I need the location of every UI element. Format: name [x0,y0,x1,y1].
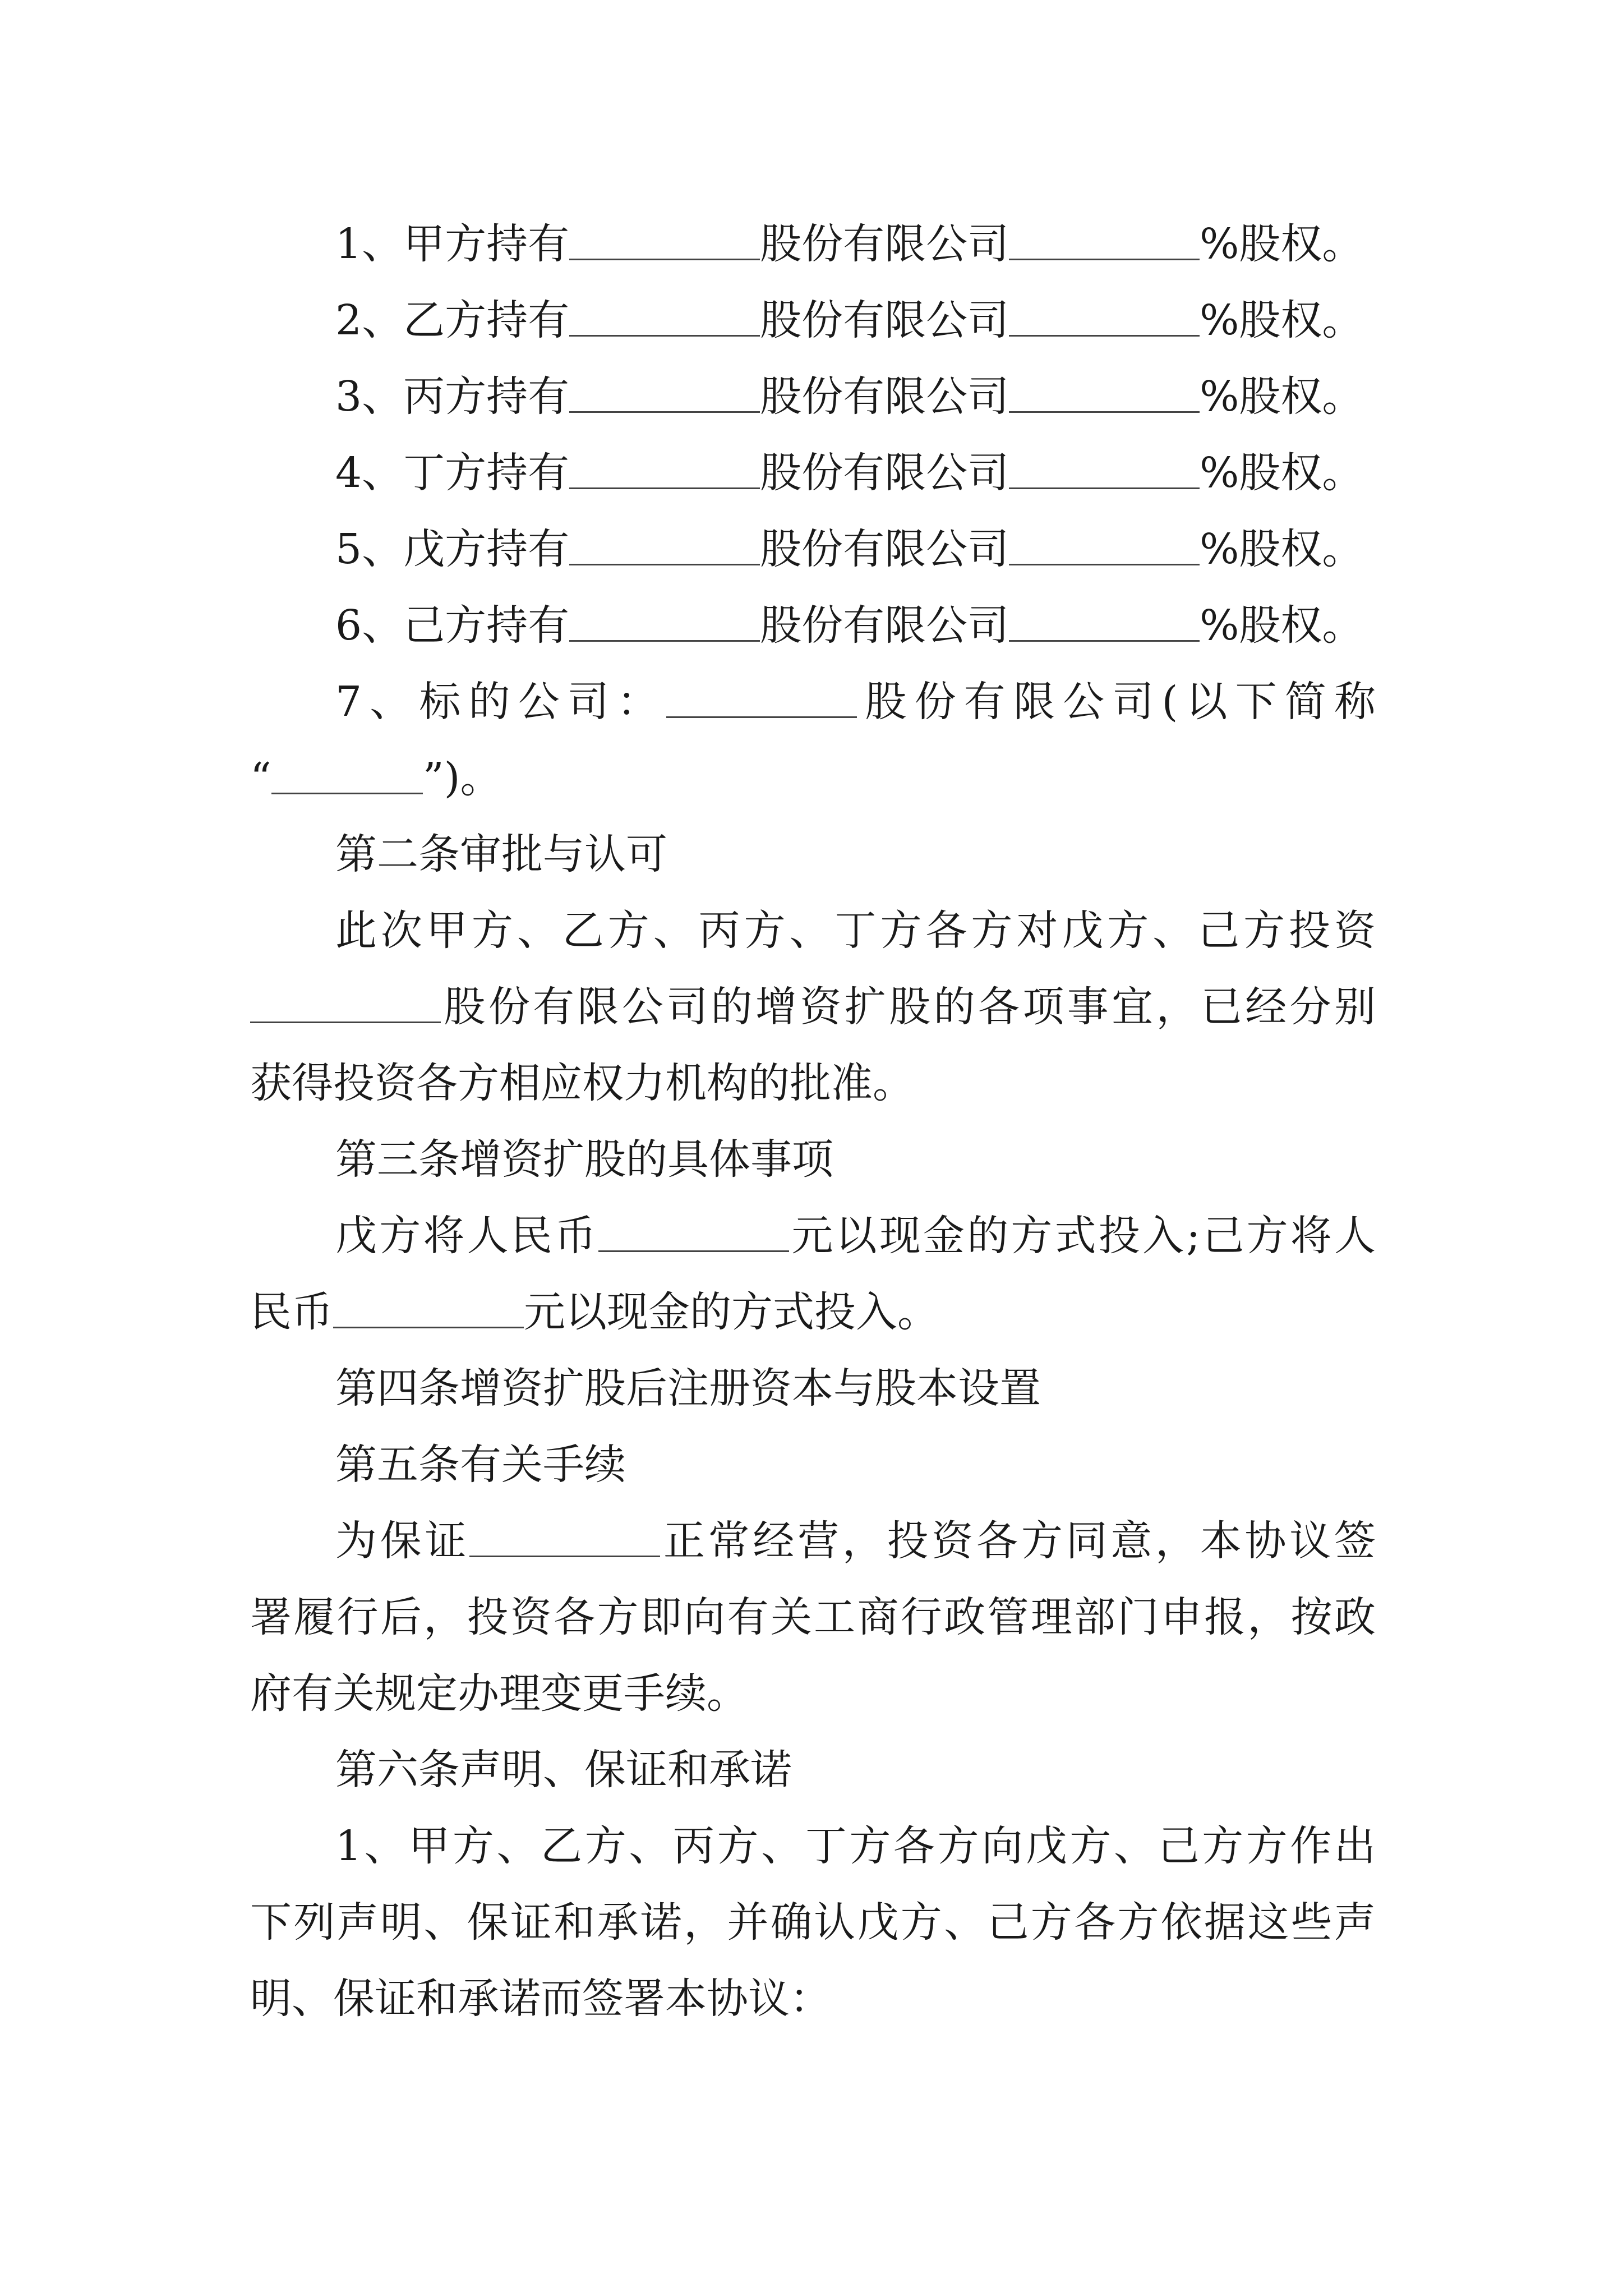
blank-field[interactable] [1009,406,1200,413]
paragraph-line: 此次甲方、乙方、丙方、丁方各方对戊方、己方投资 [335,907,1376,955]
item-percent: %股权。 [1200,525,1364,573]
item-party: 乙方持有 [403,296,570,344]
paragraph-line: 府有关规定办理变更手续。 [250,1669,748,1718]
item-percent: %股权。 [1200,449,1364,497]
list-item-continued [250,747,502,809]
item-company: 股份有限公司 [760,296,1009,344]
blank-field[interactable] [569,558,760,565]
item-company: 股份有限公司 [760,449,1009,497]
item-percent: %股权。 [1200,372,1364,421]
list-item [335,366,1363,427]
item-party: 戊方持有 [403,525,570,573]
blank-field[interactable] [598,1245,789,1252]
item-percent: %股权。 [1200,601,1364,650]
item-party: 甲方持有 [403,220,570,268]
blank-field[interactable] [666,711,857,718]
blank-field[interactable] [250,1016,441,1023]
blank-field[interactable] [569,253,760,260]
paragraph-line: 为保证 正常经营，投资各方同意，本协议签 [335,1517,1376,1565]
item-party: 丁方持有 [403,449,570,497]
list-item [335,518,1363,580]
item-number: 4、 [335,449,404,497]
blank-field[interactable] [1009,558,1200,565]
paragraph-line: 民币 元以现金的方式投入。 [250,1288,939,1336]
article-title: 第四条增资扩股后注册资本与股本设置 [335,1364,1041,1412]
quote-open: “ [250,754,271,802]
blank-field[interactable] [469,1550,660,1557]
quote-close: ”)。 [422,754,502,802]
paragraph-line: 获得投资各方相应权力机构的批准。 [250,1059,914,1107]
paragraph-line: 戊方将人民币 元以现金的方式投入;己方将人 [335,1212,1376,1260]
item-number: 6、 [335,601,404,650]
item-number: 1、 [335,220,404,268]
item-number: 5、 [335,525,404,573]
item-company: 股份有限公司(以下简称 [857,678,1376,726]
paragraph-line: 署履行后，投资各方即向有关工商行政管理部门申报，按政 [250,1593,1376,1641]
article-title: 第二条审批与认可 [335,830,667,878]
paragraph-line: 股份有限公司的增资扩股的各项事宜，已经分别 [250,976,1376,1038]
blank-field[interactable] [1009,329,1200,337]
paragraph-line: 明、保证和承诺而签署本协议： [250,1975,831,2023]
item-percent: %股权。 [1200,220,1364,268]
list-item [335,595,1363,656]
item-company: 股份有限公司 [760,220,1009,268]
item-company: 股份有限公司 [760,525,1009,573]
article-title: 第三条增资扩股的具体事项 [335,1135,833,1184]
item-company: 股份有限公司 [760,372,1009,421]
article-title: 第五条有关手续 [335,1441,626,1489]
list-item [335,213,1363,275]
paragraph-line: 下列声明、保证和承诺，并确认戊方、己方各方依据这些声 [250,1898,1376,1947]
item-number: 3、 [335,372,404,421]
blank-field[interactable] [1009,253,1200,260]
paragraph-line: 1、甲方、乙方、丙方、丁方各方向戊方、己方方作出 [335,1822,1376,1870]
item-percent: %股权。 [1200,296,1364,344]
list-item [335,442,1363,504]
blank-field[interactable] [1009,634,1200,642]
list-item [335,289,1363,351]
blank-field[interactable] [569,634,760,642]
item-party: 丙方持有 [403,372,570,421]
blank-field[interactable] [569,482,760,489]
blank-field[interactable] [271,787,423,794]
item-number: 2、 [335,296,404,344]
item-company: 股份有限公司 [760,601,1009,650]
blank-field[interactable] [333,1321,524,1328]
article-title: 第六条声明、保证和承诺 [335,1746,792,1794]
blank-field[interactable] [569,406,760,413]
list-item [335,671,1376,733]
blank-field[interactable] [569,329,760,337]
item-prefix: 7、标的公司： [335,678,667,726]
blank-field[interactable] [1009,482,1200,489]
item-party: 己方持有 [403,601,570,650]
